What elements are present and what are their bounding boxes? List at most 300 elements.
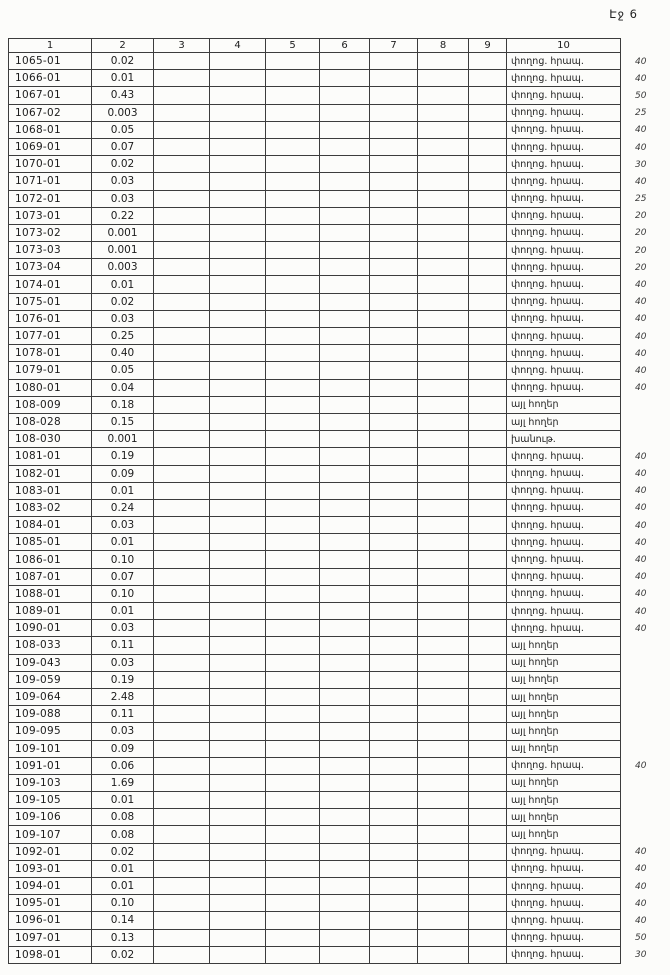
parcel-code-cell: 1085-01 (8, 534, 92, 551)
parcel-code-cell: 1098-01 (8, 947, 92, 964)
empty-cell (266, 895, 320, 912)
land-use-cell: փողոց. հրապ. (507, 483, 621, 500)
empty-cell (210, 706, 266, 723)
area-value-cell: 0.08 (92, 826, 154, 843)
empty-cell (266, 534, 320, 551)
empty-cell (370, 414, 418, 431)
empty-cell (154, 259, 210, 276)
empty-cell (469, 586, 507, 603)
empty-cell (320, 345, 370, 362)
empty-cell (370, 930, 418, 947)
empty-cell (418, 53, 469, 70)
table-row (8, 328, 655, 345)
area-value-cell: 0.15 (92, 414, 154, 431)
empty-cell (210, 156, 266, 173)
empty-cell (370, 208, 418, 225)
empty-cell (210, 723, 266, 740)
land-use-cell: փողոց. հրապ. (507, 947, 621, 964)
empty-cell (154, 586, 210, 603)
table-row (8, 87, 655, 104)
parcel-code-cell: 1083-01 (8, 483, 92, 500)
empty-cell (320, 741, 370, 758)
empty-cell (418, 345, 469, 362)
land-use-cell: այլ հողեր (507, 672, 621, 689)
empty-cell (210, 414, 266, 431)
table-row (8, 122, 655, 139)
empty-cell (210, 517, 266, 534)
land-use-cell: փողոց. հրապ. (507, 191, 621, 208)
area-value-cell: 0.01 (92, 878, 154, 895)
parcel-code-cell: 1071-01 (8, 173, 92, 190)
land-use-cell: փողոց. հրապ. (507, 844, 621, 861)
table-row (8, 689, 655, 706)
empty-cell (418, 706, 469, 723)
area-value-cell: 0.02 (92, 156, 154, 173)
empty-cell (266, 551, 320, 568)
land-use-cell: այլ հողեր (507, 809, 621, 826)
empty-cell (418, 861, 469, 878)
margin-note: 40 (635, 486, 647, 497)
column-header: 5 (266, 38, 320, 53)
table-row (8, 723, 655, 740)
empty-cell (418, 294, 469, 311)
empty-cell (469, 603, 507, 620)
area-value-cell: 0.43 (92, 87, 154, 104)
parcel-code-cell: 1067-01 (8, 87, 92, 104)
parcel-code-cell: 1065-01 (8, 53, 92, 70)
empty-cell (266, 826, 320, 843)
empty-cell (320, 878, 370, 895)
parcel-code-cell: 108-033 (8, 637, 92, 654)
empty-cell (266, 809, 320, 826)
empty-cell (469, 87, 507, 104)
area-value-cell: 0.04 (92, 380, 154, 397)
empty-cell (266, 792, 320, 809)
empty-cell (469, 912, 507, 929)
table-row (8, 878, 655, 895)
empty-cell (469, 878, 507, 895)
area-value-cell: 0.01 (92, 70, 154, 87)
empty-cell (370, 826, 418, 843)
empty-cell (370, 276, 418, 293)
empty-cell (154, 758, 210, 775)
empty-cell (266, 328, 320, 345)
empty-cell (210, 809, 266, 826)
empty-cell (418, 792, 469, 809)
empty-cell (469, 930, 507, 947)
area-value-cell: 0.18 (92, 397, 154, 414)
parcel-code-cell: 1096-01 (8, 912, 92, 929)
table-row (8, 156, 655, 173)
empty-cell (154, 809, 210, 826)
margin-note: 40 (635, 56, 647, 67)
margin-note: 20 (635, 211, 647, 222)
margin-note (621, 775, 655, 792)
empty-cell (154, 208, 210, 225)
parcel-code-cell: 108-030 (8, 431, 92, 448)
margin-note (621, 637, 655, 654)
empty-cell (210, 758, 266, 775)
empty-cell (210, 603, 266, 620)
table-row (8, 105, 655, 122)
area-value-cell: 0.03 (92, 517, 154, 534)
area-value-cell: 0.03 (92, 173, 154, 190)
empty-cell (266, 844, 320, 861)
parcel-code-cell: 1083-02 (8, 500, 92, 517)
land-use-cell: փողոց. հրապ. (507, 276, 621, 293)
empty-cell (469, 70, 507, 87)
table-row (8, 706, 655, 723)
table-row (8, 947, 655, 964)
column-header: 7 (370, 38, 418, 53)
table-row (8, 826, 655, 843)
empty-cell (210, 792, 266, 809)
empty-cell (418, 397, 469, 414)
margin-note: 40 (635, 555, 647, 566)
parcel-code-cell: 1068-01 (8, 122, 92, 139)
margin-note (621, 706, 655, 723)
area-value-cell: 1.69 (92, 775, 154, 792)
empty-cell (266, 431, 320, 448)
empty-cell (320, 191, 370, 208)
empty-cell (266, 70, 320, 87)
empty-cell (370, 431, 418, 448)
empty-cell (154, 191, 210, 208)
margin-note: 40 (635, 280, 647, 291)
land-use-cell: փողոց. հրապ. (507, 569, 621, 586)
empty-cell (469, 809, 507, 826)
empty-cell (370, 242, 418, 259)
empty-cell (210, 878, 266, 895)
area-value-cell: 0.01 (92, 534, 154, 551)
empty-cell (154, 569, 210, 586)
empty-cell (469, 637, 507, 654)
empty-cell (418, 723, 469, 740)
empty-cell (154, 70, 210, 87)
margin-note: 40 (635, 623, 647, 634)
empty-cell (210, 87, 266, 104)
empty-cell (320, 637, 370, 654)
empty-cell (266, 603, 320, 620)
parcel-code-cell: 1073-01 (8, 208, 92, 225)
margin-note: 20 (635, 262, 647, 273)
empty-cell (154, 139, 210, 156)
parcel-code-cell: 1086-01 (8, 551, 92, 568)
parcel-code-cell: 1075-01 (8, 294, 92, 311)
parcel-code-cell: 1073-04 (8, 259, 92, 276)
empty-cell (418, 534, 469, 551)
land-use-cell: փողոց. հրապ. (507, 259, 621, 276)
land-use-cell: փողոց. հրապ. (507, 380, 621, 397)
empty-cell (320, 53, 370, 70)
land-use-cell: փողոց. հրապ. (507, 586, 621, 603)
land-use-cell: փողոց. հրապ. (507, 122, 621, 139)
empty-cell (320, 87, 370, 104)
empty-cell (210, 259, 266, 276)
table-row (8, 345, 655, 362)
empty-cell (210, 655, 266, 672)
empty-cell (370, 603, 418, 620)
empty-cell (370, 844, 418, 861)
empty-cell (320, 895, 370, 912)
empty-cell (469, 741, 507, 758)
empty-cell (210, 912, 266, 929)
empty-cell (370, 483, 418, 500)
empty-cell (370, 723, 418, 740)
empty-cell (370, 156, 418, 173)
empty-cell (418, 637, 469, 654)
land-use-cell: փողոց. հրապ. (507, 87, 621, 104)
table-row (8, 466, 655, 483)
empty-cell (418, 414, 469, 431)
empty-cell (154, 792, 210, 809)
empty-cell (320, 208, 370, 225)
empty-cell (469, 242, 507, 259)
land-use-cell: այլ հողեր (507, 775, 621, 792)
empty-cell (154, 534, 210, 551)
parcel-code-cell: 1082-01 (8, 466, 92, 483)
empty-cell (210, 122, 266, 139)
margin-note (621, 826, 655, 843)
empty-cell (418, 655, 469, 672)
empty-cell (320, 844, 370, 861)
empty-cell (210, 672, 266, 689)
empty-cell (320, 122, 370, 139)
empty-cell (320, 276, 370, 293)
empty-cell (469, 706, 507, 723)
empty-cell (154, 414, 210, 431)
empty-cell (418, 689, 469, 706)
area-value-cell: 0.02 (92, 53, 154, 70)
area-value-cell: 0.14 (92, 912, 154, 929)
empty-cell (320, 105, 370, 122)
empty-cell (418, 947, 469, 964)
area-value-cell: 0.40 (92, 345, 154, 362)
area-value-cell: 0.02 (92, 294, 154, 311)
empty-cell (154, 448, 210, 465)
empty-cell (210, 534, 266, 551)
empty-cell (266, 775, 320, 792)
empty-cell (320, 225, 370, 242)
land-use-cell: փողոց. հրապ. (507, 328, 621, 345)
land-parcel-table (8, 38, 655, 964)
margin-note: 40 (635, 451, 647, 462)
empty-cell (418, 912, 469, 929)
empty-cell (370, 328, 418, 345)
empty-cell (370, 551, 418, 568)
table-row (8, 672, 655, 689)
empty-cell (154, 87, 210, 104)
area-value-cell: 0.03 (92, 311, 154, 328)
empty-cell (266, 397, 320, 414)
land-use-cell: այլ հողեր (507, 397, 621, 414)
empty-cell (418, 276, 469, 293)
margin-note: 40 (635, 383, 647, 394)
land-use-cell: փողոց. հրապ. (507, 603, 621, 620)
empty-cell (370, 345, 418, 362)
land-use-cell: այլ հողեր (507, 414, 621, 431)
empty-cell (469, 380, 507, 397)
margin-note: 30 (635, 159, 647, 170)
empty-cell (469, 311, 507, 328)
empty-cell (418, 122, 469, 139)
empty-cell (154, 431, 210, 448)
area-value-cell: 0.11 (92, 637, 154, 654)
parcel-code-cell: 1077-01 (8, 328, 92, 345)
margin-note: 40 (635, 365, 647, 376)
empty-cell (370, 792, 418, 809)
empty-cell (469, 826, 507, 843)
margin-note: 25 (635, 108, 647, 119)
margin-note: 40 (635, 572, 647, 583)
table-row (8, 414, 655, 431)
empty-cell (320, 294, 370, 311)
area-value-cell: 0.01 (92, 603, 154, 620)
empty-cell (266, 517, 320, 534)
margin-note: 20 (635, 245, 647, 256)
empty-cell (154, 723, 210, 740)
land-use-cell: փողոց. հրապ. (507, 534, 621, 551)
empty-cell (266, 242, 320, 259)
empty-cell (154, 276, 210, 293)
empty-cell (210, 586, 266, 603)
empty-cell (418, 328, 469, 345)
empty-cell (469, 173, 507, 190)
column-header: 2 (92, 38, 154, 53)
empty-cell (469, 191, 507, 208)
empty-cell (154, 655, 210, 672)
table-row (8, 637, 655, 654)
empty-cell (210, 53, 266, 70)
parcel-code-cell: 1088-01 (8, 586, 92, 603)
empty-cell (266, 139, 320, 156)
empty-cell (320, 448, 370, 465)
empty-cell (370, 173, 418, 190)
parcel-code-cell: 1078-01 (8, 345, 92, 362)
column-header: 4 (210, 38, 266, 53)
empty-cell (266, 225, 320, 242)
empty-cell (320, 414, 370, 431)
area-value-cell: 0.07 (92, 569, 154, 586)
empty-cell (320, 947, 370, 964)
column-header: 1 (8, 38, 92, 53)
margin-note (621, 672, 655, 689)
empty-cell (469, 569, 507, 586)
margin-note: 40 (635, 761, 647, 772)
empty-cell (210, 637, 266, 654)
empty-cell (469, 861, 507, 878)
margin-note: 40 (635, 503, 647, 514)
table-row (8, 362, 655, 379)
table-body (8, 53, 655, 964)
empty-cell (469, 294, 507, 311)
empty-cell (210, 139, 266, 156)
area-value-cell: 0.09 (92, 741, 154, 758)
parcel-code-cell: 1081-01 (8, 448, 92, 465)
empty-cell (266, 741, 320, 758)
margin-note: 40 (635, 606, 647, 617)
empty-cell (210, 844, 266, 861)
empty-cell (266, 947, 320, 964)
empty-cell (154, 603, 210, 620)
table-row (8, 534, 655, 551)
empty-cell (418, 895, 469, 912)
table-row (8, 276, 655, 293)
area-value-cell: 0.10 (92, 551, 154, 568)
empty-cell (418, 483, 469, 500)
area-value-cell: 0.10 (92, 586, 154, 603)
area-value-cell: 0.25 (92, 328, 154, 345)
area-value-cell: 0.07 (92, 139, 154, 156)
empty-cell (154, 706, 210, 723)
empty-cell (469, 414, 507, 431)
empty-cell (266, 912, 320, 929)
land-use-cell: այլ հողեր (507, 826, 621, 843)
parcel-code-cell: 1074-01 (8, 276, 92, 293)
empty-cell (210, 775, 266, 792)
empty-cell (370, 122, 418, 139)
table-row (8, 758, 655, 775)
empty-cell (469, 689, 507, 706)
empty-cell (370, 70, 418, 87)
empty-cell (469, 655, 507, 672)
table-row (8, 225, 655, 242)
empty-cell (469, 620, 507, 637)
empty-cell (418, 466, 469, 483)
parcel-code-cell: 1090-01 (8, 620, 92, 637)
empty-cell (266, 655, 320, 672)
table-row (8, 620, 655, 637)
empty-cell (210, 620, 266, 637)
empty-cell (418, 156, 469, 173)
column-header: 9 (469, 38, 507, 53)
empty-cell (320, 930, 370, 947)
empty-cell (266, 483, 320, 500)
land-use-cell: փողոց. հրապ. (507, 294, 621, 311)
empty-cell (266, 259, 320, 276)
empty-cell (266, 345, 320, 362)
empty-cell (418, 139, 469, 156)
table-row (8, 551, 655, 568)
empty-cell (154, 397, 210, 414)
column-header: 6 (320, 38, 370, 53)
empty-cell (469, 362, 507, 379)
empty-cell (469, 105, 507, 122)
empty-cell (266, 878, 320, 895)
empty-cell (469, 466, 507, 483)
empty-cell (418, 448, 469, 465)
margin-note: 40 (635, 142, 647, 153)
area-value-cell: 2.48 (92, 689, 154, 706)
empty-cell (320, 672, 370, 689)
empty-cell (320, 362, 370, 379)
empty-cell (266, 689, 320, 706)
empty-cell (266, 466, 320, 483)
empty-cell (154, 122, 210, 139)
margin-note: 50 (635, 90, 647, 101)
empty-cell (418, 191, 469, 208)
parcel-code-cell: 108-028 (8, 414, 92, 431)
area-value-cell: 0.24 (92, 500, 154, 517)
land-use-cell: փողոց. հրապ. (507, 930, 621, 947)
empty-cell (154, 947, 210, 964)
empty-cell (320, 242, 370, 259)
empty-cell (418, 259, 469, 276)
empty-cell (469, 947, 507, 964)
land-use-cell: փողոց. հրապ. (507, 466, 621, 483)
empty-cell (469, 517, 507, 534)
empty-cell (154, 912, 210, 929)
